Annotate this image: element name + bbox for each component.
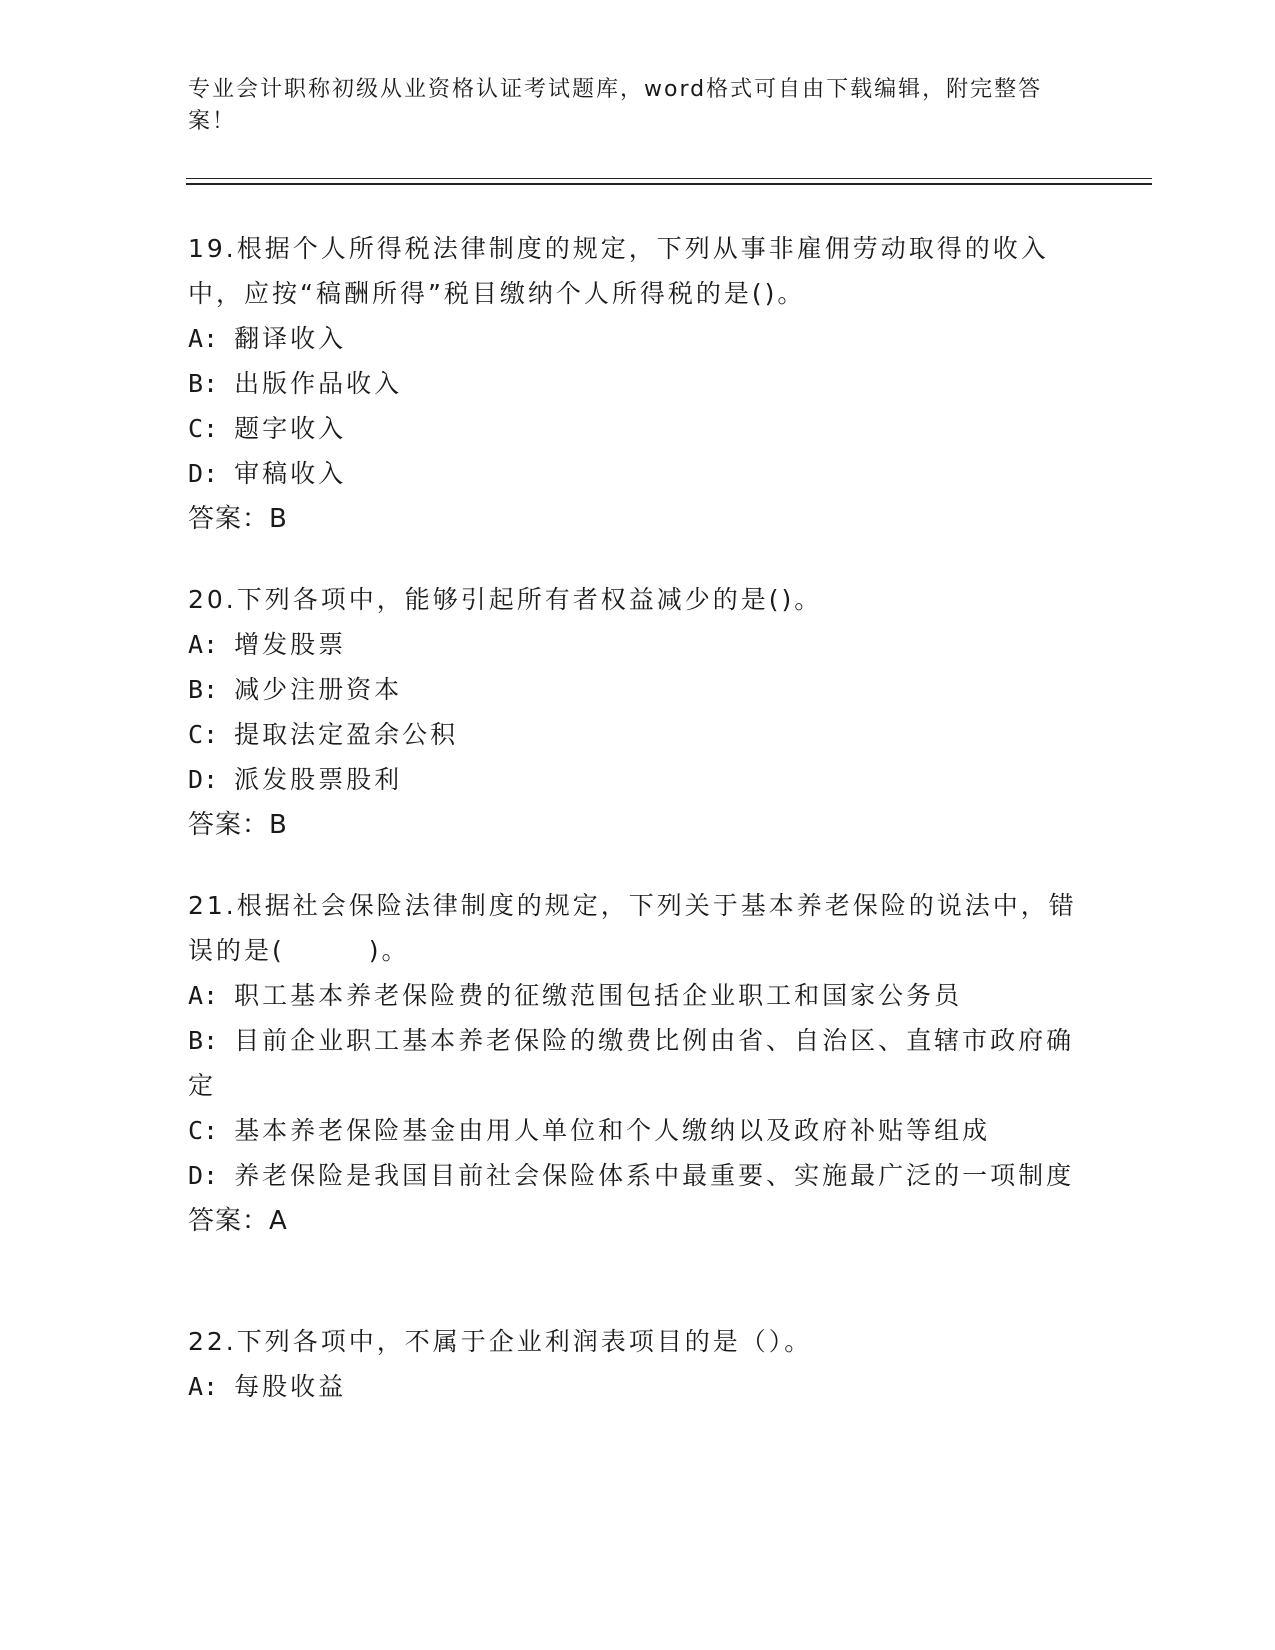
answer: 答案：B (188, 810, 288, 840)
header-divider (186, 178, 1152, 179)
option-label: B: (188, 1026, 219, 1055)
option-d (188, 757, 1088, 802)
option-label: C: (188, 1116, 219, 1145)
option-text: 增发股票 (234, 630, 347, 659)
header-note: 专业会计职称初级从业资格认证考试题库，word格式可自由下载编辑，附完整答案！ (188, 77, 1043, 134)
question-stem: 20.下列各项中，能够引起所有者权益减少的是()。 (188, 585, 823, 614)
option-d (188, 1153, 1088, 1198)
option-text: 基本养老保险基金由用人单位和个人缴纳以及政府补贴等组成 (234, 1116, 991, 1145)
option-text: 减少注册资本 (234, 675, 403, 704)
question-19 (188, 226, 1088, 542)
option-label: A: (188, 630, 219, 659)
option-label: B: (188, 675, 219, 704)
option-text: 审稿收入 (234, 459, 347, 488)
option-d (188, 451, 1088, 496)
question-20 (188, 577, 1088, 848)
option-text: 派发股票股利 (234, 765, 403, 794)
question-21 (188, 883, 1088, 1244)
answer: 答案：B (188, 504, 288, 534)
question-stem: 21.根据社会保险法律制度的规定，下列关于基本养老保险的说法中，错误的是( )。 (188, 891, 1077, 965)
option-text: 目前企业职工基本养老保险的缴费比例由省、自治区、直辖市政府确定 (188, 1026, 1075, 1100)
option-a (188, 1364, 1088, 1409)
header-divider-thick (186, 183, 1152, 185)
option-label: D: (188, 459, 219, 488)
option-label: B: (188, 369, 219, 398)
question-22 (188, 1319, 1088, 1409)
option-text: 职工基本养老保险费的征缴范围包括企业职工和国家公务员 (234, 981, 963, 1010)
option-label: A: (188, 1372, 219, 1401)
option-a (188, 973, 1088, 1018)
option-label: D: (188, 1161, 219, 1190)
option-text: 题字收入 (234, 414, 347, 443)
option-text: 每股收益 (234, 1372, 347, 1401)
answer: 答案：A (188, 1206, 288, 1236)
option-b (188, 667, 1088, 712)
option-a (188, 622, 1088, 667)
option-text: 提取法定盈余公积 (234, 720, 459, 749)
option-b (188, 361, 1088, 406)
option-c (188, 712, 1088, 757)
option-label: C: (188, 414, 219, 443)
option-text: 出版作品收入 (234, 369, 403, 398)
option-c (188, 1108, 1088, 1153)
option-text: 翻译收入 (234, 324, 347, 353)
option-label: C: (188, 720, 219, 749)
option-label: D: (188, 765, 219, 794)
option-c (188, 406, 1088, 451)
option-b (188, 1018, 1088, 1108)
option-label: A: (188, 981, 219, 1010)
question-stem: 19.根据个人所得税法律制度的规定，下列从事非雇佣劳动取得的收入中，应按“稿酬所得”税目缴纳个人所得税的是()。 (188, 234, 1049, 308)
option-a (188, 316, 1088, 361)
question-stem: 22.下列各项中，不属于企业利润表项目的是（）。 (188, 1327, 813, 1356)
option-label: A: (188, 324, 219, 353)
option-text: 养老保险是我国目前社会保险体系中最重要、实施最广泛的一项制度 (234, 1161, 1075, 1190)
